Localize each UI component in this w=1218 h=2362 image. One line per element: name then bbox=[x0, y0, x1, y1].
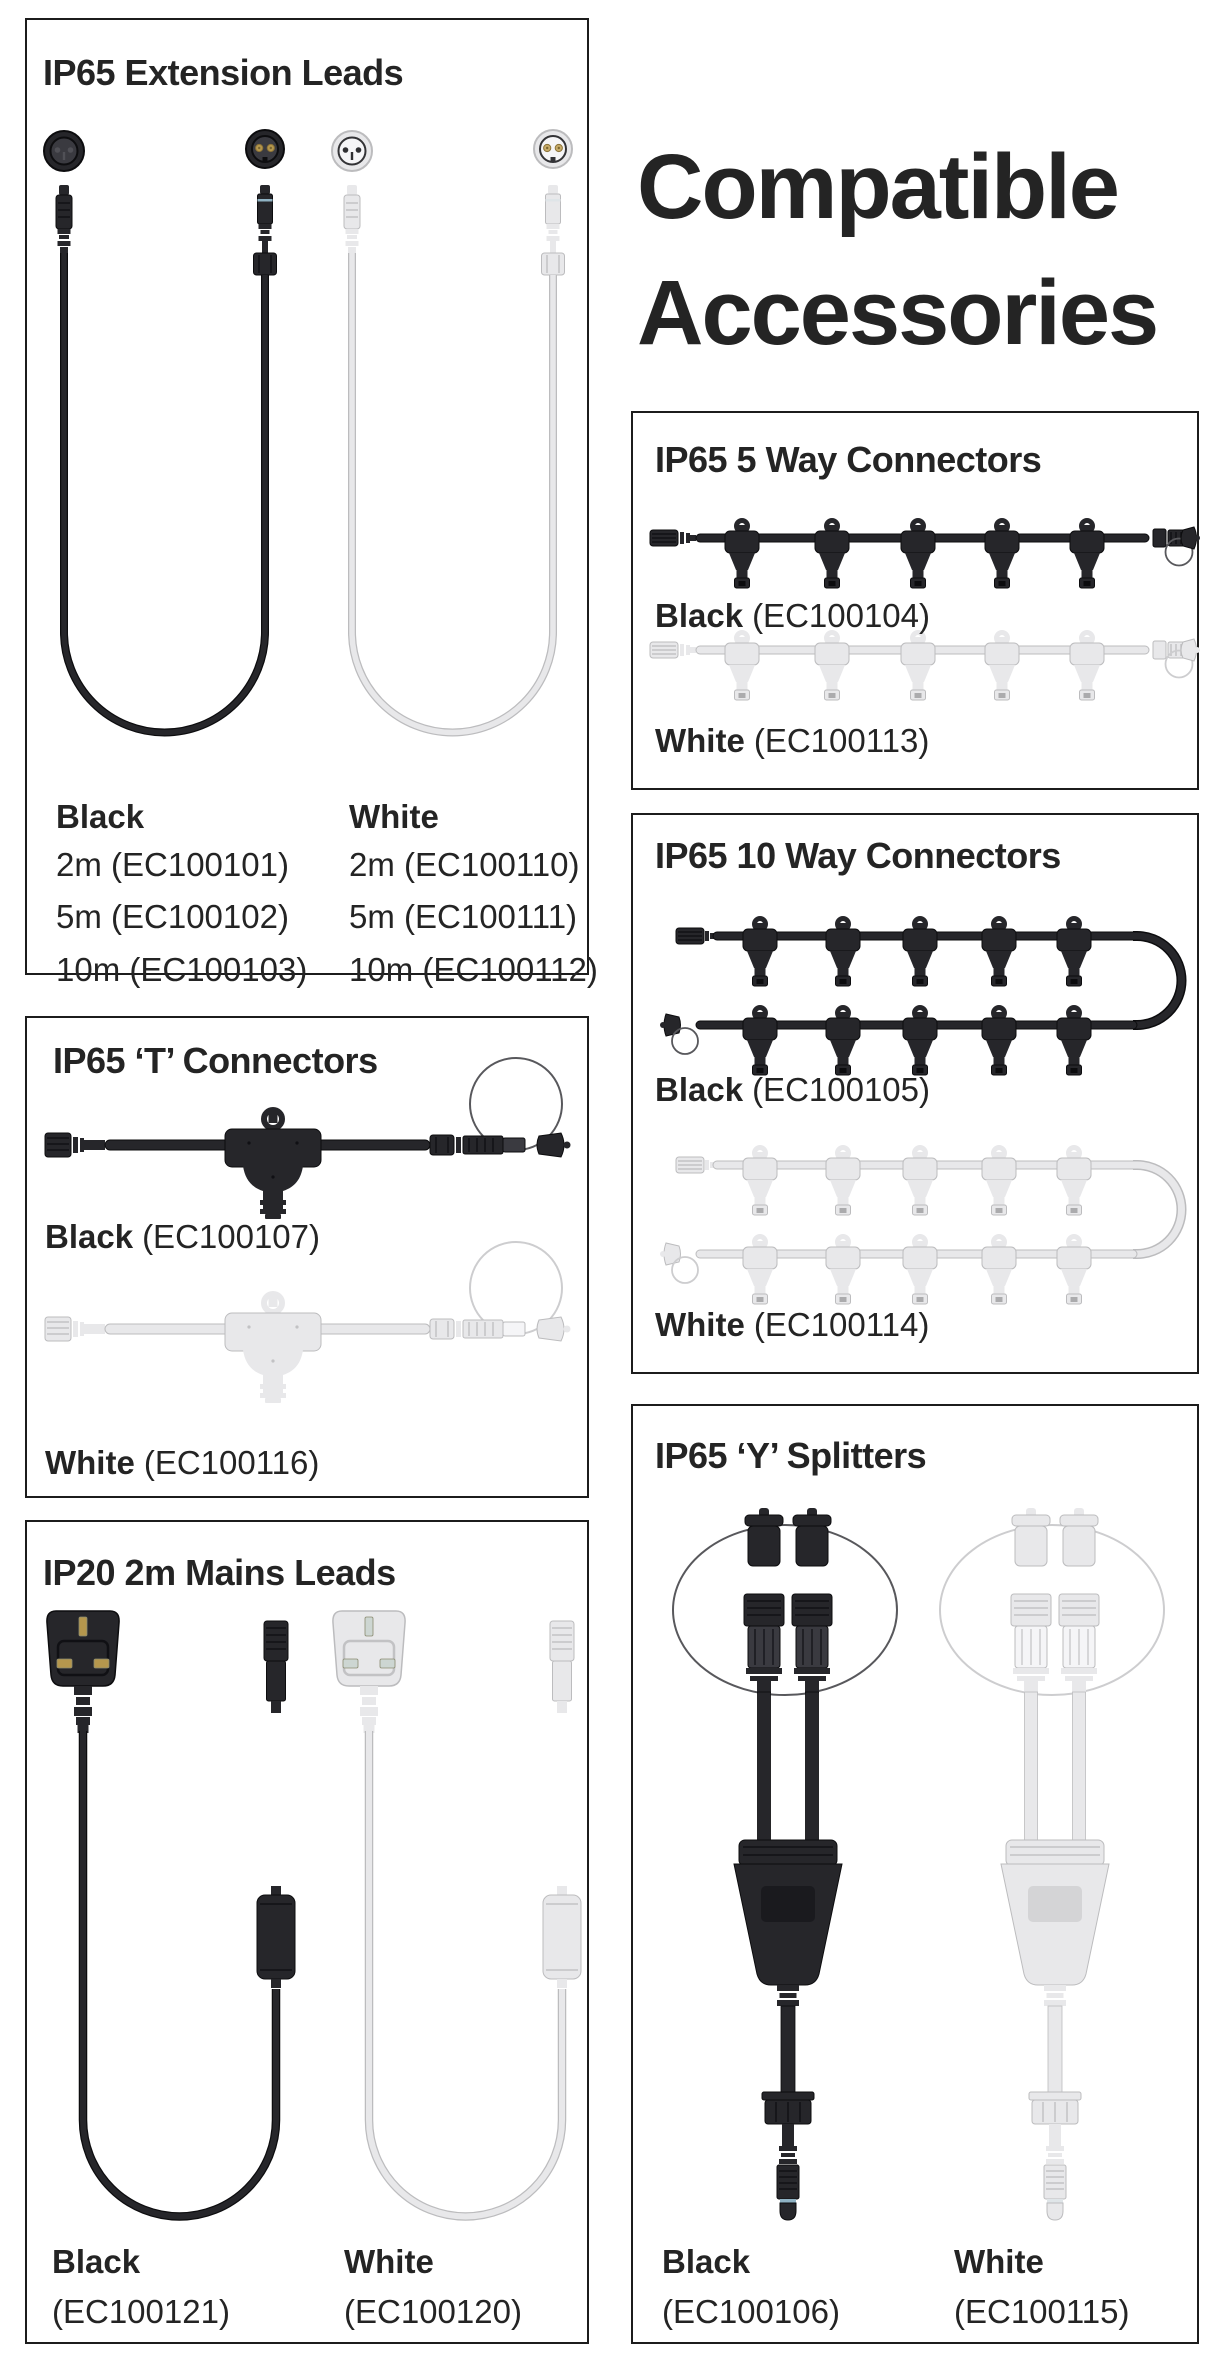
variant-label: White (EC100113) bbox=[655, 722, 930, 759]
variant-name-label: White bbox=[954, 2243, 1044, 2280]
variant-code-label: (EC100115) bbox=[954, 2293, 1130, 2330]
panel-heading: IP65 10 Way Connectors bbox=[655, 835, 1061, 876]
page-title-line1: Compatible bbox=[637, 136, 1118, 238]
extension-leads-illustration bbox=[27, 125, 591, 775]
variant-label: Black (EC100107) bbox=[45, 1218, 321, 1255]
panel-extension-leads bbox=[25, 18, 598, 988]
variant-name-label: Black bbox=[52, 2243, 141, 2280]
option-label: 2m (EC100110) bbox=[349, 846, 580, 883]
option-label: 5m (EC100111) bbox=[349, 898, 578, 935]
option-label: 5m (EC100102) bbox=[56, 898, 289, 935]
panel-mains-leads bbox=[25, 1520, 589, 2344]
panel-heading: IP65 5 Way Connectors bbox=[655, 439, 1042, 480]
panel-heading: IP65 ‘T’ Connectors bbox=[53, 1040, 378, 1081]
variant-name-label: White bbox=[344, 2243, 434, 2280]
variant-label: White (EC100114) bbox=[655, 1306, 930, 1343]
page-title-line2: Accessories bbox=[637, 262, 1158, 364]
panel-heading: IP65 Extension Leads bbox=[43, 52, 404, 93]
option-label: 2m (EC100101) bbox=[56, 846, 289, 883]
panel-heading: IP20 2m Mains Leads bbox=[43, 1552, 396, 1593]
option-label: 10m (EC100112) bbox=[349, 951, 598, 988]
variant-name-label: White bbox=[349, 798, 439, 835]
panel-y-splitters bbox=[631, 1404, 1199, 2344]
mains-leads-illustration bbox=[27, 1602, 591, 2262]
variant-name-label: Black bbox=[662, 2243, 751, 2280]
panel-5-way-connectors bbox=[631, 411, 1199, 790]
variant-label: White (EC100116) bbox=[45, 1444, 320, 1481]
panel-t-connectors bbox=[25, 1016, 589, 1498]
variant-code-label: (EC100120) bbox=[344, 2293, 522, 2330]
option-label: 10m (EC100103) bbox=[56, 951, 308, 988]
t-connectors-illustration bbox=[27, 1058, 591, 1488]
variant-code-label: (EC100121) bbox=[52, 2293, 230, 2330]
variant-name-label: Black bbox=[56, 798, 145, 835]
panel-heading: IP65 ‘Y’ Splitters bbox=[655, 1435, 927, 1476]
variant-code-label: (EC100106) bbox=[662, 2293, 840, 2330]
variant-label: Black (EC100105) bbox=[655, 1071, 931, 1108]
variant-label: Black (EC100104) bbox=[655, 597, 931, 634]
page-title bbox=[637, 124, 1157, 376]
y-splitters-illustration bbox=[633, 1506, 1201, 2226]
10-way-connectors-illustration bbox=[633, 905, 1197, 1335]
panel-10-way-connectors bbox=[631, 813, 1199, 1374]
